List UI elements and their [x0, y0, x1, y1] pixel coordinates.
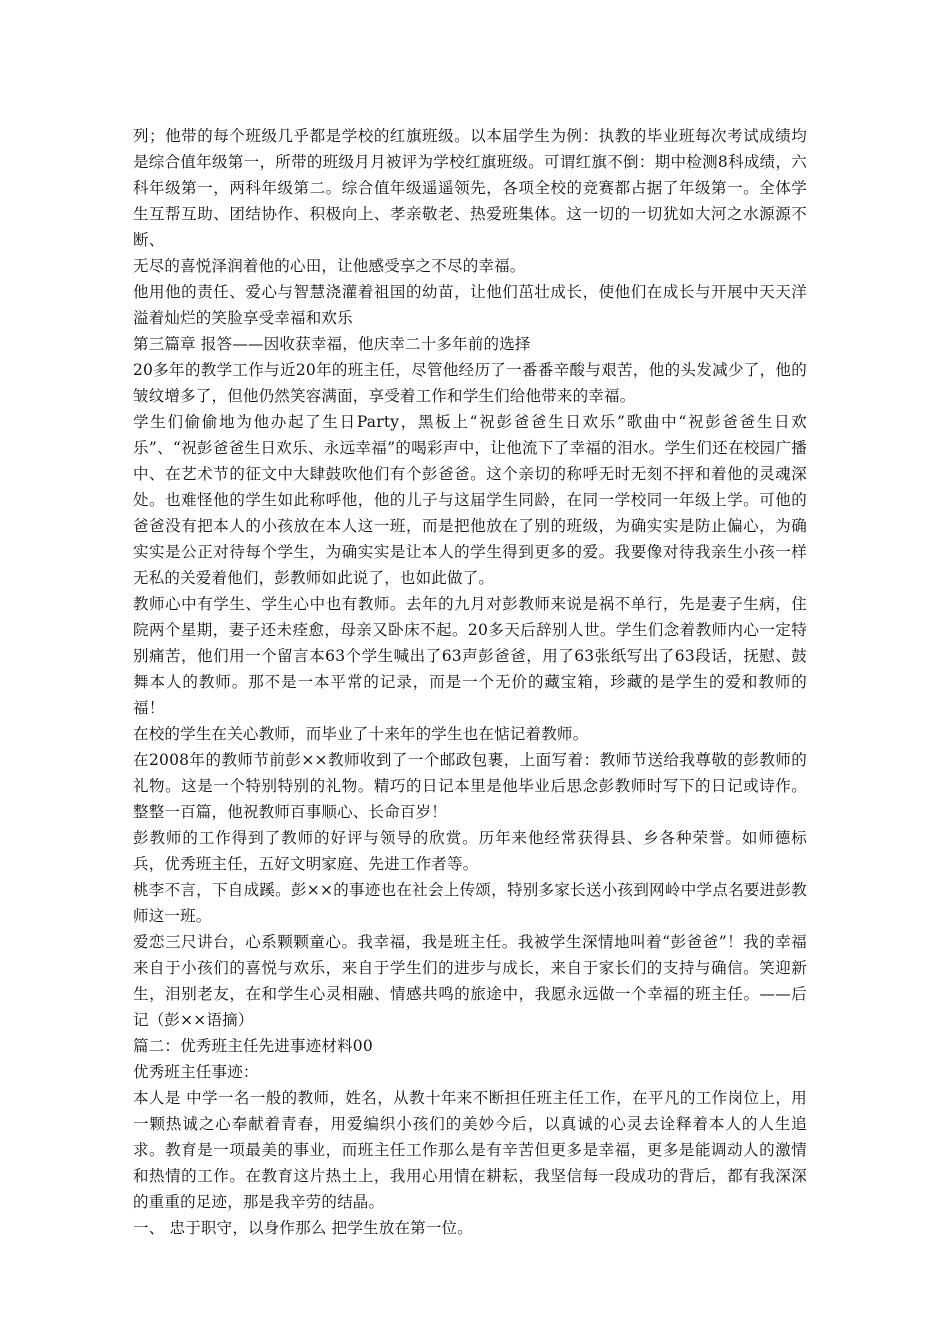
list-heading: 一、 忠于职守，以身作那么 把学生放在第一位。 — [133, 1219, 473, 1237]
paragraph-1: 列；他带的每个班级几乎都是学校的红旗班级。以本届学生为例：执教的毕业班每次考试成绩均是综合值年级第一，所带的班级月月被评为学校红旗班级。可谓红旗不倒：期中检测8科成绩，六科年级第一，两科年级第二。综合值年级遥遥领先，各项全校的竞赛都占据了年级第一。全体学生互帮互助、团结协作、积极向上、孝亲敬老、热爱班集体。这一切的一切犹如大河之水源源不断、 — [133, 127, 807, 249]
paragraph-7: 教师心中有学生、学生心中也有教师。去年的九月对彭教师来说是祸不单行，先是妻子生病，住院两个星期，妻子还未痊愈，母亲又卧床不起。20多天后辞别人世。学生们念着教师内心一定特别痛苦，他们用一个留言本63个学生喊出了63声彭爸爸，用了63张纸写出了63段话，抚慰、鼓舞本人的教师。那不是一本平常的记录，而是一个无价的藏宝箱，珍藏的是学生的爱和教师的福！ — [133, 595, 807, 717]
paragraph-6: 学生们偷偷地为他办起了生日Party，黑板上“祝彭爸爸生日欢乐”歌曲中“祝彭爸爸生日欢乐”、“祝彭爸爸生日欢乐、永远幸福”的喝彩声中，让他流下了幸福的泪水。学生们还在校园广播中、在艺术节的征文中大肆鼓吹他们有个彭爸爸。这个亲切的称呼无时无刻不抨和着他的灵魂深处。也难怪他的学生如此称呼他，他的儿子与这届学生同龄，在同一学校同一年级上学。可他的爸爸没有把本人的小孩放在本人这一班，而是把他放在了别的班级，为确实实是防止偏心，为确实实是公正对待每个学生，为确实实是让本人的学生得到更多的爱。我要像对待我亲生小孩一样无私的关爱着他们，彭教师如此说了，也如此做了。 — [133, 413, 807, 587]
paragraph-11: 桃李不言，下自成蹊。彭××的事迹也在社会上传颂，特别多家长送小孩到网岭中学点名要进彭教师这一班。 — [133, 881, 807, 925]
chapter-heading: 第三篇章 报答——因收获幸福，他庆幸二十多年前的选择 — [133, 335, 531, 353]
section-heading: 篇二：优秀班主任先进事迹材料00 — [133, 1037, 373, 1055]
paragraph-2: 无尽的喜悦泽润着他的心田，让他感受享之不尽的幸福。 — [133, 257, 526, 275]
paragraph-9: 在2008年的教师节前彭××教师收到了一个邮政包裹，上面写着：教师节送给我尊敬的彭教师的礼物。这是一个特别特别的礼物。精巧的日记本里是他毕业后思念彭教师时写下的日记或诗作。整整一百篇，他祝教师百事顺心、长命百岁！ — [133, 751, 807, 821]
paragraph-15: 本人是 中学一名一般的教师，姓名，从教十年来不断担任班主任工作，在平凡的工作岗位上，用一颗热诚之心奉献着青春，用爱编织小孩们的美妙今后，以真诚的心灵去诠释着本人的人生追求。教育是一项最美的事业，而班主任工作那么是有辛苦但更多是幸福，更多是能调动人的激情和热情的工作。在教育这片热土上，我用心用情在耕耘，我坚信每一段成功的背后，都有我深深的重重的足迹，那是我辛劳的结晶。 — [133, 1089, 807, 1211]
paragraph-3: 他用他的责任、爱心与智慧浇灌着祖国的幼苗，让他们茁壮成长，使他们在成长与开展中天天洋溢着灿烂的笑脸享受幸福和欢乐 — [133, 283, 807, 327]
paragraph-12: 爱恋三尺讲台，心系颗颗童心。我幸福，我是班主任。我被学生深情地叫着“彭爸爸”！我的幸福来自于小孩们的喜悦与欢乐，来自于学生们的进步与成长，来自于家长们的支持与确信。笑迎新生，泪别老友，在和学生心灵相融、情感共鸣的旅途中，我愿永远做一个幸福的班主任。——后记（彭××语摘） — [133, 933, 807, 1029]
paragraph-5: 20多年的教学工作与近20年的班主任，尽管他经历了一番番辛酸与艰苦，他的头发减少了，他的皱纹增多了，但他仍然笑容满面，享受着工作和学生们给他带来的幸福。 — [133, 361, 807, 405]
document-page — [133, 123, 807, 1241]
subsection-heading: 优秀班主任事迹： — [133, 1063, 259, 1081]
paragraph-8: 在校的学生在关心教师，而毕业了十来年的学生也在惦记着教师。 — [133, 725, 589, 743]
paragraph-10: 彭教师的工作得到了教师的好评与领导的欣赏。历年来他经常获得县、乡各种荣誉。如师德标兵，优秀班主任，五好文明家庭、先进工作者等。 — [133, 829, 807, 873]
